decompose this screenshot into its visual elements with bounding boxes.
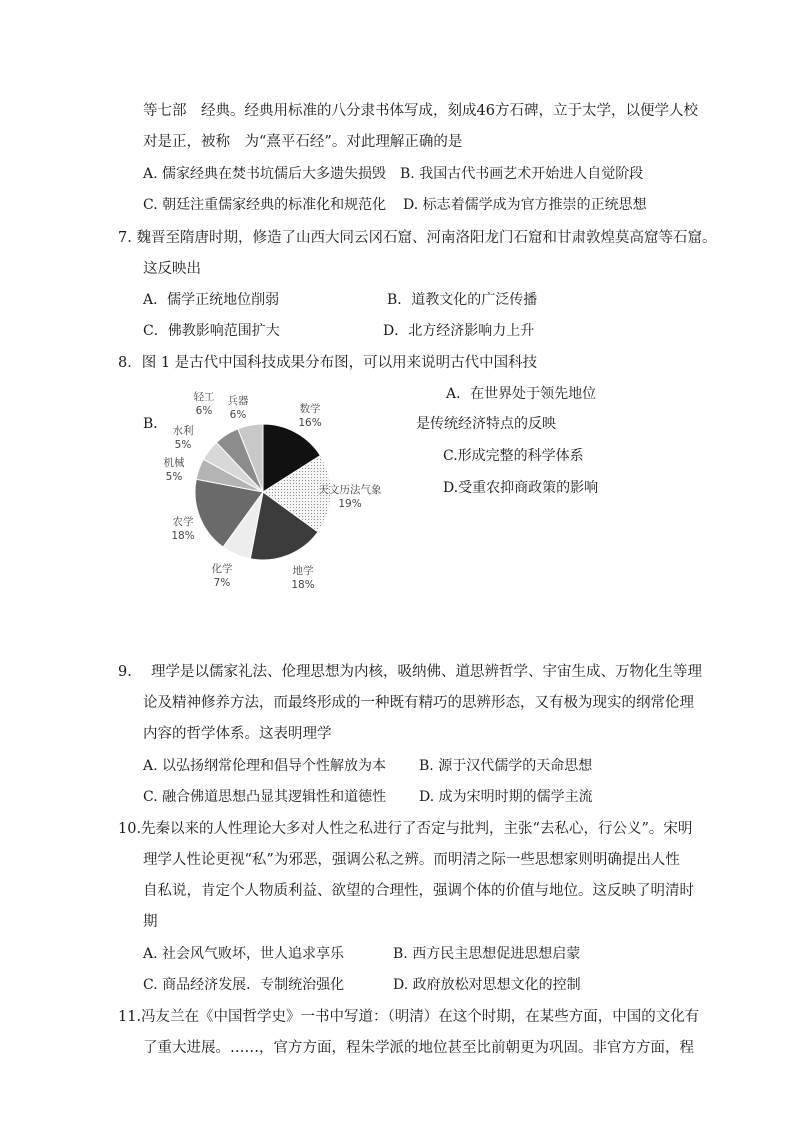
- q7-stem-line2: 这反映出: [143, 261, 201, 277]
- q10-option-c: C. 商品经济发展．专制统治强化: [143, 977, 345, 993]
- pie-slice-value: 5%: [165, 471, 183, 483]
- q9-stem-line1: 9. 理学是以儒家礼法、伦理思想为内核，吸纳佛、道思辨哲学、宇宙生成、万物化生等理: [118, 664, 702, 680]
- q9-stem-line2: 论及精神修养方法，而最终形成的一种既有精巧的思辨形态，又有极为现实的纲常伦理: [143, 695, 694, 711]
- q10-stem-line3: 自私说，肯定个人物质利益、欲望的合理性，强调个体的价值与地位。这反映了明清时: [143, 883, 694, 899]
- q7-option-c: C．佛教影响范围扩大: [143, 323, 280, 339]
- q6-option-c: C. 朝廷注重儒家经典的标准化和规范化: [143, 197, 387, 213]
- pie-slice-value: 7%: [213, 577, 231, 589]
- tech-achievement-pie-chart: [160, 386, 440, 606]
- q10-stem-line1: 10.先秦以来的人性理论大多对人性之私进行了否定与批判，主张“去私心，行公义”。宋明: [118, 821, 693, 837]
- pie-slice-label: 化学: [211, 563, 233, 575]
- pie-slice-label: 水利: [172, 425, 194, 437]
- q7-option-a: A．儒学正统地位削弱: [143, 292, 280, 308]
- q8-option-d: D.受重农抑商政策的影响: [443, 480, 599, 496]
- q7-option-b: B．道教文化的广泛传播: [387, 292, 538, 308]
- q9-option-a: A. 以弘扬纲常伦理和倡导个性解放为本: [143, 758, 387, 774]
- q10-stem-line2: 理学人性论更视“私”为邪恶，强调公私之辨。而明清之际一些思想家则明确提出人性: [143, 852, 680, 868]
- pie-slice-value: 19%: [338, 498, 362, 510]
- q8-option-c: C.形成完整的科学体系: [443, 448, 584, 464]
- q10-option-a: A. 社会风气败坏，世人追求享乐: [143, 946, 345, 962]
- q9-option-d: D. 成为宋明时期的儒学主流: [419, 789, 593, 805]
- q10-option-b: B. 西方民主思想促进思想启蒙: [393, 946, 581, 962]
- q6-stem-line1: 等七部 经典。经典用标准的八分隶书体写成，刻成46方石碑，立于太学，以便学人校: [143, 103, 698, 119]
- q6-stem-line2: 对是正，被称 为“熹平石经”。对此理解正确的是: [143, 134, 463, 150]
- pie-slice-label: 轻工: [193, 391, 215, 403]
- q11-stem-line2: 了重大进展。……，官方方面，程朱学派的地位甚至比前朝更为巩固。非官方方面，程: [143, 1040, 694, 1056]
- pie-slice-value: 18%: [291, 579, 315, 591]
- pie-slice-label: 天文历法气象: [318, 484, 382, 496]
- q9-option-b: B. 源于汉代儒学的天命思想: [419, 758, 593, 774]
- q8-stem: 8．图 1 是古代中国科技成果分布图，可以用来说明古代中国科技: [118, 355, 538, 371]
- q8-option-b: 是传统经济特点的反映: [416, 416, 556, 432]
- pie-slice-label: 数学: [299, 403, 321, 415]
- q8-option-b-letter: B．: [143, 416, 168, 432]
- pie-slice-value: 6%: [195, 405, 213, 417]
- pie-slice-value: 16%: [298, 417, 322, 429]
- q6-option-b: B. 我国古代书画艺术开始进人自觉阶段: [400, 166, 644, 182]
- q7-option-d: D．北方经济影响力上升: [383, 323, 535, 339]
- pie-slice-label: 机械: [163, 457, 185, 469]
- q8-option-a: A．在世界处于领先地位: [446, 386, 597, 402]
- q10-option-d: D. 政府放松对思想文化的控制: [393, 977, 581, 993]
- q11-stem-line1: 11.冯友兰在《中国哲学史》一书中写道：（明清）在这个时期，在某些方面，中国的文化有: [118, 1009, 700, 1025]
- q10-stem-line4: 期: [143, 914, 158, 930]
- q7-stem-line1: 7. 魏晋至隋唐时期，修造了山西大同云冈石窟、河南洛阳龙门石窟和甘肃敦煌莫高窟等石窟。: [118, 230, 717, 246]
- pie-slice-value: 6%: [229, 409, 247, 421]
- q9-stem-line3: 内容的哲学体系。这表明理学: [143, 726, 332, 742]
- pie-slice-label: 农学: [172, 516, 194, 528]
- pie-slice-value: 5%: [174, 439, 192, 451]
- q6-option-d: D. 标志着儒学成为官方推崇的正统思想: [403, 197, 647, 213]
- pie-slice-label: 地学: [292, 565, 314, 577]
- pie-slice-label: 兵器: [227, 395, 249, 407]
- q6-option-a: A. 儒家经典在焚书坑儒后大多遗失损毁: [143, 166, 387, 182]
- q9-option-c: C. 融合佛道思想凸显其逻辑性和道德性: [143, 789, 387, 805]
- pie-slice-value: 18%: [171, 530, 195, 542]
